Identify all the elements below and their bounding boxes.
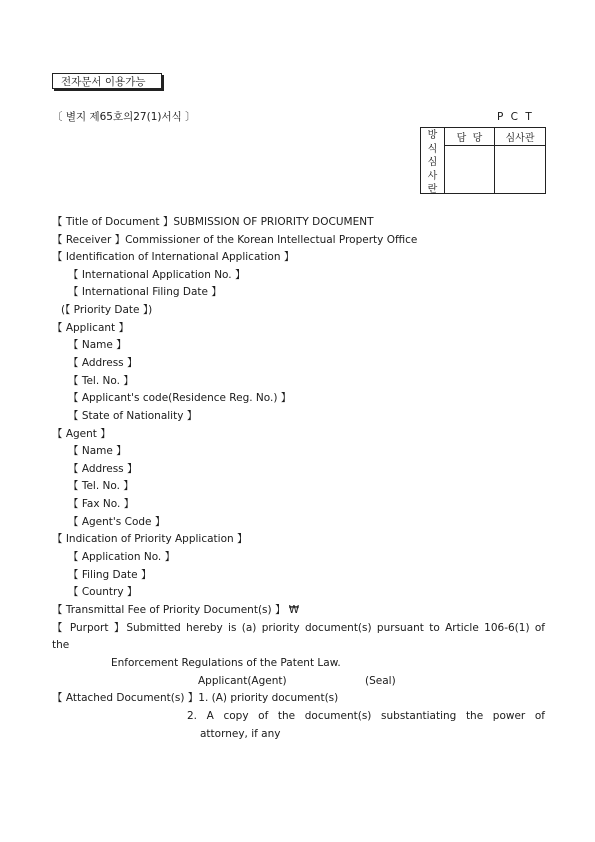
exam-cell-examiner [495,145,546,193]
agent-fax: 【 Fax No. 】 [68,498,135,510]
seal-label: (Seal) [365,675,396,687]
title-of-document: 【 Title of Document 】SUBMISSION OF PRIORITY DOCUMENT [52,216,374,228]
intl-filing-date: 【 International Filing Date 】 [68,286,222,298]
applicant-nationality: 【 State of Nationality 】 [68,410,198,422]
agent-tel: 【 Tel. No. 】 [68,480,134,492]
exam-col-examiner: 심사관 [495,128,546,146]
purport-line-2: the [52,639,70,651]
agent-code: 【 Agent's Code 】 [68,516,166,528]
receiver: 【 Receiver 】Commissioner of the Korean Intellectual Property Office [52,234,418,246]
agent-address: 【 Address 】 [68,463,138,475]
transmittal-fee: 【 Transmittal Fee of Priority Document(s) 】 ₩ [52,604,300,616]
side-char: 방 [427,130,438,141]
applicant-heading: 【 Applicant 】 [52,322,130,334]
examination-table [420,127,546,194]
agent-heading: 【 Agent 】 [52,428,111,440]
identification-heading: 【 Identification of International Application 】 [52,251,295,263]
applicant-tel: 【 Tel. No. 】 [68,375,134,387]
agent-name: 【 Name 】 [68,445,127,457]
purport-line-3: Enforcement Regulations of the Patent Law. [111,657,341,669]
intl-application-no: 【 International Application No. 】 [68,269,246,281]
form-reference: 〔 별지 제65호의27(1)서식 〕 [52,111,196,123]
exam-side-header [421,128,445,194]
applicant-code: 【 Applicant's code(Residence Reg. No.) 】 [68,392,292,404]
priority-country: 【 Country 】 [68,586,138,598]
pct-label: P C T [497,111,534,123]
purport-line-1: 【 Purport 】Submitted hereby is (a) priority document(s) pursuant to Article 106-6(1) of [52,622,545,634]
side-char: 란 [427,184,438,193]
priority-indication-heading: 【 Indication of Priority Application 】 [52,533,248,545]
attached-item-2-line-1: 2. A copy of the document(s) substantiating the power of [187,710,545,722]
attached-documents: 【 Attached Document(s) 】1. (A) priority document(s) [52,692,339,704]
applicant-address: 【 Address 】 [68,357,138,369]
priority-application-no: 【 Application No. 】 [68,551,176,563]
attached-item-2-line-2: attorney, if any [200,728,281,740]
priority-date: (【 Priority Date 】) [61,304,153,316]
side-char: 식 [427,143,438,155]
electronic-filing-badge: 전자문서 이용가능 [52,73,162,89]
applicant-agent-signature: Applicant(Agent) [198,675,287,687]
side-char: 심 [427,157,438,168]
applicant-name: 【 Name 】 [68,339,127,351]
priority-filing-date: 【 Filing Date 】 [68,569,152,581]
side-char: 사 [427,170,438,182]
exam-col-officer: 담 당 [445,128,495,146]
exam-cell-officer [445,145,495,193]
